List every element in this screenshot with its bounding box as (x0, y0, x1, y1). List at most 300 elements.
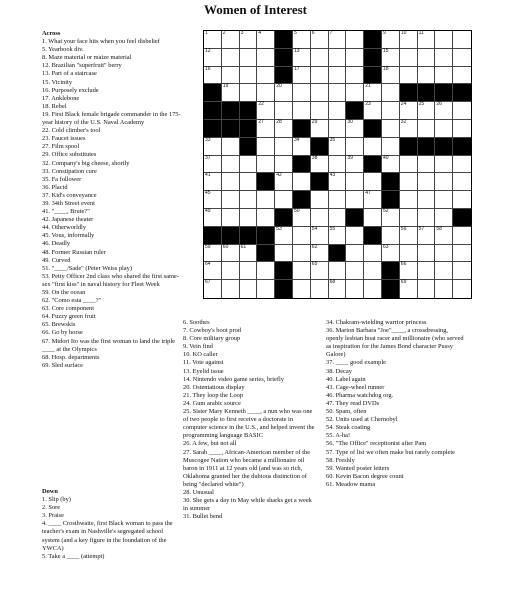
grid-cell[interactable] (435, 227, 453, 245)
across-clue: 62. "Como esta ____?" (42, 297, 102, 305)
grid-cell[interactable] (364, 84, 382, 102)
grid-cell[interactable] (329, 262, 347, 280)
grid-cell[interactable] (204, 245, 222, 263)
down-clue: 30. She gets a day in May while sharks get a week in summer (183, 497, 312, 513)
down-clue: 8. Core military group (183, 335, 241, 343)
cell-number: 40 (382, 154, 389, 161)
down-clue: 10. KO caller (183, 351, 218, 359)
grid-cell[interactable] (275, 120, 293, 138)
grid-cell[interactable] (418, 245, 436, 263)
grid-cell[interactable] (453, 102, 471, 120)
across-clue: 29. Office substitutes (42, 151, 97, 159)
cell-number: 43 (329, 172, 336, 179)
grid-cell[interactable] (257, 156, 275, 174)
cell-number: 9 (382, 30, 386, 36)
grid-cell[interactable] (382, 120, 400, 138)
cell-number: 17 (293, 65, 300, 72)
grid-block (311, 173, 329, 191)
down-clue: 36. Marion Barbara "Joe"____, a crossdressing, openly lesbian boat racer and millionaire (who served as inspiration for the James Bond character Pussy Galore) (326, 327, 464, 359)
grid-cell[interactable] (418, 227, 436, 245)
grid-cell[interactable] (453, 67, 471, 85)
grid-cell[interactable] (222, 138, 240, 156)
grid-block (257, 245, 275, 263)
grid-cell[interactable] (382, 49, 400, 67)
across-heading: Across (42, 30, 61, 37)
down-clue: 61. Meadow mama (326, 480, 376, 488)
down-clue: 60. Kevin Bacon degree count (326, 472, 404, 480)
grid-cell[interactable] (400, 67, 418, 85)
grid-cell[interactable] (293, 227, 311, 245)
grid-cell[interactable] (293, 173, 311, 191)
cell-number: 52 (382, 207, 389, 214)
grid-block (364, 31, 382, 49)
grid-block (275, 209, 293, 227)
grid-cell[interactable] (204, 138, 222, 156)
across-clue: 67. Midori Ito was the first woman to land the triple ____ at the Olympics (42, 337, 175, 353)
grid-cell[interactable] (400, 31, 418, 49)
grid-cell[interactable] (222, 191, 240, 209)
down-clue: 59. Wanted poster letters (326, 464, 390, 472)
grid-cell[interactable] (418, 49, 436, 67)
cell-number: 19 (222, 83, 229, 90)
grid-cell[interactable] (329, 138, 347, 156)
grid-cell[interactable] (257, 280, 275, 298)
grid-cell[interactable] (329, 156, 347, 174)
grid-cell[interactable] (240, 49, 258, 67)
grid-cell[interactable] (293, 209, 311, 227)
grid-cell[interactable] (240, 191, 258, 209)
grid-cell[interactable] (293, 262, 311, 280)
grid-cell[interactable] (435, 120, 453, 138)
grid-cell[interactable] (453, 31, 471, 49)
grid-cell[interactable] (240, 280, 258, 298)
grid-cell[interactable] (240, 67, 258, 85)
cell-number: 37 (205, 154, 211, 161)
grid-cell[interactable] (311, 227, 329, 245)
grid-block (453, 84, 471, 102)
cell-number: 21 (365, 83, 371, 90)
grid-cell[interactable] (240, 245, 258, 263)
grid-cell[interactable] (435, 173, 453, 191)
grid-cell[interactable] (364, 191, 382, 209)
grid-cell[interactable] (400, 280, 418, 298)
grid-cell[interactable] (204, 67, 222, 85)
grid-cell[interactable] (293, 31, 311, 49)
grid-cell[interactable] (400, 120, 418, 138)
across-clue: 22. Cold climber's tool (42, 127, 101, 135)
grid-cell[interactable] (453, 173, 471, 191)
grid-cell[interactable] (329, 209, 347, 227)
across-clue: 42. Japanese theater (42, 216, 94, 224)
across-clue: 16. Purposely exclude (42, 86, 99, 94)
cell-number: 3 (240, 30, 244, 36)
grid-cell[interactable] (435, 262, 453, 280)
cell-number: 64 (205, 261, 211, 268)
down-clue: 54. Steak coating (326, 424, 371, 432)
grid-block (204, 227, 222, 245)
grid-cell[interactable] (275, 173, 293, 191)
grid-cell[interactable] (311, 102, 329, 120)
grid-cell[interactable] (453, 245, 471, 263)
grid-cell[interactable] (453, 280, 471, 298)
grid-block (257, 227, 275, 245)
grid-cell[interactable] (311, 49, 329, 67)
grid-block (382, 262, 400, 280)
grid-cell[interactable] (275, 191, 293, 209)
grid-cell[interactable] (240, 31, 258, 49)
grid-cell[interactable] (222, 173, 240, 191)
cell-number: 28 (276, 118, 282, 125)
cell-number: 2 (222, 30, 226, 36)
down-clue: 47. They read DVDs (326, 399, 380, 407)
cell-number: 63 (382, 243, 389, 250)
cell-number: 55 (329, 225, 336, 232)
cell-number: 66 (400, 261, 407, 268)
grid-cell[interactable] (311, 67, 329, 85)
grid-cell[interactable] (346, 67, 364, 85)
grid-cell[interactable] (311, 120, 329, 138)
grid-cell[interactable] (275, 102, 293, 120)
grid-cell[interactable] (329, 280, 347, 298)
grid-cell[interactable] (364, 262, 382, 280)
grid-block (346, 209, 364, 227)
grid-block (364, 120, 382, 138)
grid-cell[interactable] (222, 209, 240, 227)
grid-cell[interactable] (364, 102, 382, 120)
grid-cell[interactable] (257, 84, 275, 102)
down-clue: 57. Type of list we often make but rarely complete (326, 448, 455, 456)
across-clue: 36. Placid (42, 183, 68, 191)
grid-block (275, 49, 293, 67)
grid-cell[interactable] (275, 156, 293, 174)
cell-number: 59 (205, 243, 211, 250)
grid-cell[interactable] (204, 209, 222, 227)
grid-cell[interactable] (257, 120, 275, 138)
grid-block (418, 84, 436, 102)
grid-cell[interactable] (453, 262, 471, 280)
grid-cell[interactable] (400, 209, 418, 227)
down-clue: 11. Vote against (183, 359, 224, 367)
grid-cell[interactable] (311, 84, 329, 102)
grid-cell[interactable] (311, 31, 329, 49)
across-clue: 65. Brewskis (42, 321, 76, 329)
grid-cell[interactable] (346, 138, 364, 156)
grid-cell[interactable] (382, 67, 400, 85)
grid-cell[interactable] (364, 173, 382, 191)
cell-number: 10 (400, 30, 407, 36)
across-clue: 64. Fuzzy green fruit (42, 313, 96, 321)
grid-cell[interactable] (382, 156, 400, 174)
grid-cell[interactable] (346, 84, 364, 102)
down-clue: 20. Ostentatious display (183, 383, 245, 391)
grid-cell[interactable] (382, 31, 400, 49)
grid-cell[interactable] (275, 227, 293, 245)
across-clue: 66. Go by horse (42, 329, 83, 337)
cell-number: 15 (382, 47, 389, 54)
grid-cell[interactable] (453, 156, 471, 174)
grid-block (240, 102, 258, 120)
grid-cell[interactable] (311, 262, 329, 280)
grid-cell[interactable] (222, 84, 240, 102)
down-clue: 25. Sister Mary Kenneth ____, a nun who was one of two people to first receive a doctorate in computer science in the U.S., and helped invent the programming language BASIC (183, 408, 315, 440)
grid-block (329, 245, 347, 263)
grid-cell[interactable] (435, 245, 453, 263)
grid-cell[interactable] (364, 280, 382, 298)
cell-number: 38 (311, 154, 318, 161)
grid-cell[interactable] (240, 173, 258, 191)
grid-cell[interactable] (418, 280, 436, 298)
grid-cell[interactable] (364, 245, 382, 263)
grid-cell[interactable] (453, 49, 471, 67)
grid-cell[interactable] (453, 227, 471, 245)
cell-number: 58 (436, 225, 442, 232)
grid-cell[interactable] (329, 67, 347, 85)
grid-cell[interactable] (240, 156, 258, 174)
grid-cell[interactable] (293, 280, 311, 298)
grid-cell[interactable] (204, 262, 222, 280)
cell-number: 45 (205, 190, 211, 197)
grid-cell[interactable] (382, 227, 400, 245)
grid-cell[interactable] (222, 245, 240, 263)
grid-cell[interactable] (453, 191, 471, 209)
cell-number: 26 (436, 101, 442, 108)
cell-number: 4 (258, 30, 262, 36)
grid-cell[interactable] (329, 227, 347, 245)
grid-cell[interactable] (329, 31, 347, 49)
grid-cell[interactable] (257, 67, 275, 85)
grid-cell[interactable] (240, 84, 258, 102)
cell-number: 12 (205, 47, 211, 54)
grid-cell[interactable] (311, 156, 329, 174)
grid-cell[interactable] (382, 209, 400, 227)
down-clue: 7. Cowboy's boot prod (183, 327, 241, 335)
grid-cell[interactable] (418, 156, 436, 174)
grid-cell[interactable] (400, 191, 418, 209)
grid-cell[interactable] (204, 31, 222, 49)
grid-cell[interactable] (257, 262, 275, 280)
crossword-grid (203, 30, 472, 299)
grid-cell[interactable] (222, 280, 240, 298)
grid-cell[interactable] (400, 245, 418, 263)
grid-cell[interactable] (400, 262, 418, 280)
grid-cell[interactable] (329, 120, 347, 138)
grid-cell[interactable] (400, 227, 418, 245)
grid-cell[interactable] (346, 245, 364, 263)
grid-cell[interactable] (329, 191, 347, 209)
across-clue: 69. Sled surface (42, 361, 83, 369)
cell-number: 49 (205, 207, 211, 214)
grid-cell[interactable] (346, 31, 364, 49)
grid-cell[interactable] (293, 67, 311, 85)
across-clue: 33. Constipation cure (42, 167, 97, 175)
down-clue: 14. Nintendo video game series, briefly (183, 375, 284, 383)
grid-cell[interactable] (329, 102, 347, 120)
grid-cell[interactable] (222, 31, 240, 49)
cell-number: 32 (400, 118, 407, 125)
grid-cell[interactable] (257, 209, 275, 227)
down-clue: 21. They loop the Loop (183, 391, 244, 399)
grid-cell[interactable] (364, 138, 382, 156)
grid-cell[interactable] (346, 280, 364, 298)
grid-cell[interactable] (222, 156, 240, 174)
grid-block (435, 84, 453, 102)
grid-cell[interactable] (435, 156, 453, 174)
grid-cell[interactable] (435, 209, 453, 227)
grid-block (222, 102, 240, 120)
grid-cell[interactable] (400, 49, 418, 67)
grid-cell[interactable] (293, 49, 311, 67)
down-clue: 40. Label again (326, 375, 366, 383)
across-clue: 59. On the ocean (42, 289, 86, 296)
across-clue: 35. Fa follower (42, 175, 82, 183)
grid-cell[interactable] (346, 227, 364, 245)
grid-block (222, 120, 240, 138)
cell-number: 18 (382, 65, 389, 72)
down-clue: 38. Decay (326, 367, 352, 375)
grid-cell[interactable] (346, 120, 364, 138)
across-clue: 51. "____/Sade" (Peter Weiss play) (42, 264, 132, 272)
down-clue: 6. Soothes (183, 319, 210, 326)
grid-block (257, 173, 275, 191)
grid-cell[interactable] (329, 84, 347, 102)
grid-cell[interactable] (329, 173, 347, 191)
grid-cell[interactable] (346, 262, 364, 280)
cell-number: 61 (240, 243, 247, 250)
grid-cell[interactable] (311, 191, 329, 209)
grid-cell[interactable] (311, 209, 329, 227)
grid-cell[interactable] (418, 102, 436, 120)
across-clue: 48. Former Russian ruler (42, 248, 106, 256)
grid-cell[interactable] (435, 191, 453, 209)
grid-cell[interactable] (418, 173, 436, 191)
grid-cell[interactable] (382, 102, 400, 120)
grid-cell[interactable] (293, 102, 311, 120)
grid-cell[interactable] (418, 262, 436, 280)
grid-cell[interactable] (275, 84, 293, 102)
across-clue: 5. Yearbook div. (42, 46, 84, 54)
across-clue: 18. Rebel (42, 102, 67, 110)
cell-number: 54 (311, 225, 318, 232)
grid-cell[interactable] (400, 173, 418, 191)
grid-cell[interactable] (257, 191, 275, 209)
grid-cell[interactable] (346, 156, 364, 174)
cell-number: 69 (400, 279, 407, 286)
grid-cell[interactable] (204, 280, 222, 298)
grid-cell[interactable] (257, 31, 275, 49)
grid-block (418, 138, 436, 156)
cell-number: 1 (205, 30, 208, 36)
down-clue: 56. "The Office" receptionist after Pam (326, 440, 427, 448)
grid-cell[interactable] (435, 67, 453, 85)
cell-number: 13 (293, 47, 300, 54)
across-clue: 17. Anklebone (42, 94, 80, 102)
grid-block (382, 280, 400, 298)
grid-cell[interactable] (435, 280, 453, 298)
grid-cell[interactable] (257, 138, 275, 156)
grid-cell[interactable] (346, 191, 364, 209)
grid-cell[interactable] (240, 262, 258, 280)
down-clue: 2. Sore (42, 504, 61, 512)
grid-cell[interactable] (418, 209, 436, 227)
cell-number: 20 (276, 83, 282, 90)
grid-cell[interactable] (453, 120, 471, 138)
grid-block (293, 156, 311, 174)
cell-number: 60 (222, 243, 229, 250)
grid-cell[interactable] (204, 173, 222, 191)
grid-cell[interactable] (346, 173, 364, 191)
grid-cell[interactable] (382, 84, 400, 102)
grid-cell[interactable] (204, 156, 222, 174)
grid-cell[interactable] (222, 262, 240, 280)
puzzle-title: Women of Interest (203, 2, 308, 17)
grid-cell[interactable] (418, 31, 436, 49)
grid-cell[interactable] (435, 102, 453, 120)
grid-cell[interactable] (364, 209, 382, 227)
grid-cell[interactable] (240, 209, 258, 227)
across-clue: 45. Vous, informally (42, 232, 95, 240)
grid-cell[interactable] (329, 49, 347, 67)
grid-cell[interactable] (222, 67, 240, 85)
grid-block (275, 31, 293, 49)
grid-cell[interactable] (222, 49, 240, 67)
grid-cell[interactable] (257, 49, 275, 67)
grid-block (240, 120, 258, 138)
down-clue: 3. Praise (42, 512, 65, 520)
across-clue: 37. Kid's conveyance (42, 191, 97, 199)
grid-block (204, 84, 222, 102)
cell-number: 34 (293, 136, 300, 143)
grid-block (275, 280, 293, 298)
down-clue: 50. Spam, often (326, 408, 367, 416)
cell-number: 30 (347, 118, 353, 125)
grid-cell[interactable] (418, 67, 436, 85)
cell-number: 7 (329, 30, 333, 36)
across-clue: 19. First Black female brigade commander in the 175-year history of the U.S. Naval Academy (42, 110, 181, 127)
grid-cell[interactable] (204, 191, 222, 209)
grid-cell[interactable] (435, 49, 453, 67)
down-clue: 58. Freshly (326, 456, 355, 464)
grid-cell[interactable] (275, 138, 293, 156)
grid-cell[interactable] (400, 102, 418, 120)
grid-cell[interactable] (311, 245, 329, 263)
grid-cell[interactable] (311, 280, 329, 298)
down-clue: 34. Chakram-wielding warrior princess (326, 319, 427, 326)
cell-number: 16 (205, 65, 211, 72)
grid-block (364, 227, 382, 245)
grid-cell[interactable] (204, 49, 222, 67)
cell-number: 5 (293, 30, 297, 36)
grid-cell[interactable] (257, 102, 275, 120)
across-clue: 32. Company's big cheese, shortly (42, 159, 130, 167)
cell-number: 67 (205, 279, 211, 286)
grid-cell[interactable] (293, 138, 311, 156)
grid-cell[interactable] (293, 245, 311, 263)
grid-cell[interactable] (418, 191, 436, 209)
down-clue: 52. Units used at Chernobyl (326, 416, 398, 424)
grid-cell[interactable] (382, 138, 400, 156)
grid-cell[interactable] (346, 49, 364, 67)
grid-cell[interactable] (418, 120, 436, 138)
cell-number: 33 (205, 136, 211, 143)
grid-block (400, 138, 418, 156)
grid-cell[interactable] (382, 245, 400, 263)
grid-cell[interactable] (275, 245, 293, 263)
grid-cell[interactable] (293, 84, 311, 102)
grid-cell[interactable] (400, 156, 418, 174)
grid-cell[interactable] (435, 31, 453, 49)
across-clue: 44. Otherworldly (42, 224, 87, 232)
across-clue: 39. 34th Street event (42, 199, 95, 207)
